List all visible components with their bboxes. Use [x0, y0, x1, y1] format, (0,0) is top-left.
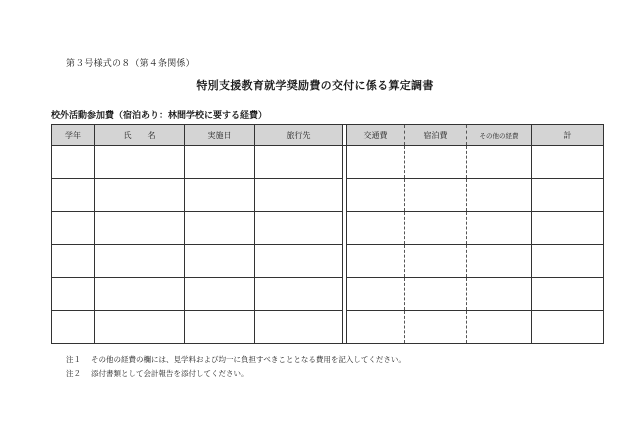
total-cell[interactable]: [532, 179, 604, 212]
table-header-row: [52, 125, 604, 146]
document-title: 特別支援教育就学奨励費の交付に係る算定調書: [196, 79, 434, 92]
name-cell[interactable]: [95, 245, 185, 278]
transport-cell[interactable]: [347, 146, 405, 179]
note-1-text: その他の経費の欄には、見学料および均一に負担すべきこととなる費用を記入してください。: [91, 355, 406, 364]
transport-cell[interactable]: [347, 311, 405, 344]
name-cell[interactable]: [95, 212, 185, 245]
table-row: [52, 179, 604, 212]
total-cell[interactable]: [532, 146, 604, 179]
header-date: 実施日: [185, 125, 255, 146]
grade-cell[interactable]: [52, 311, 95, 344]
header-total: 計: [532, 125, 604, 146]
lodging-cell[interactable]: [405, 278, 467, 311]
note-2-text: 添付書類として会計報告を添付してください。: [91, 369, 249, 378]
header-name: 氏 名: [95, 125, 185, 146]
lodging-cell[interactable]: [405, 146, 467, 179]
table-row: [52, 311, 604, 344]
note-1: [66, 354, 406, 365]
table-row: [52, 245, 604, 278]
grade-cell[interactable]: [52, 146, 95, 179]
other-expenses-cell[interactable]: [467, 146, 532, 179]
name-cell[interactable]: [95, 179, 185, 212]
destination-cell[interactable]: [255, 179, 343, 212]
transport-cell[interactable]: [347, 179, 405, 212]
lodging-cell[interactable]: [405, 212, 467, 245]
destination-cell[interactable]: [255, 245, 343, 278]
transport-cell[interactable]: [347, 245, 405, 278]
destination-cell[interactable]: [255, 311, 343, 344]
name-cell[interactable]: [95, 278, 185, 311]
total-cell[interactable]: [532, 311, 604, 344]
date-cell[interactable]: [185, 146, 255, 179]
note-1-label: 注１: [66, 355, 81, 364]
note-2: [66, 368, 249, 379]
note-2-label: 注２: [66, 369, 81, 378]
date-cell[interactable]: [185, 212, 255, 245]
header-other-expenses: その他の経費: [467, 125, 532, 146]
table-row: [52, 212, 604, 245]
date-cell[interactable]: [185, 278, 255, 311]
header-grade: 学年: [52, 125, 95, 146]
calculation-table: [51, 124, 604, 344]
other-expenses-cell[interactable]: [467, 179, 532, 212]
table-body: [52, 146, 604, 344]
transport-cell[interactable]: [347, 278, 405, 311]
total-cell[interactable]: [532, 245, 604, 278]
destination-cell[interactable]: [255, 278, 343, 311]
grade-cell[interactable]: [52, 278, 95, 311]
destination-cell[interactable]: [255, 146, 343, 179]
header-destination: 旅行先: [255, 125, 343, 146]
section-heading: 校外活動参加費（宿泊あり：林間学校に要する経費）: [51, 111, 268, 121]
date-cell[interactable]: [185, 311, 255, 344]
other-expenses-cell[interactable]: [467, 311, 532, 344]
total-cell[interactable]: [532, 212, 604, 245]
lodging-cell[interactable]: [405, 245, 467, 278]
lodging-cell[interactable]: [405, 179, 467, 212]
header-transport: 交通費: [347, 125, 405, 146]
date-cell[interactable]: [185, 245, 255, 278]
table-row: [52, 278, 604, 311]
lodging-cell[interactable]: [405, 311, 467, 344]
other-expenses-cell[interactable]: [467, 245, 532, 278]
date-cell[interactable]: [185, 179, 255, 212]
header-lodging: 宿泊費: [405, 125, 467, 146]
grade-cell[interactable]: [52, 179, 95, 212]
other-expenses-cell[interactable]: [467, 278, 532, 311]
other-expenses-cell[interactable]: [467, 212, 532, 245]
grade-cell[interactable]: [52, 245, 95, 278]
name-cell[interactable]: [95, 311, 185, 344]
grade-cell[interactable]: [52, 212, 95, 245]
total-cell[interactable]: [532, 278, 604, 311]
table-row: [52, 146, 604, 179]
transport-cell[interactable]: [347, 212, 405, 245]
name-cell[interactable]: [95, 146, 185, 179]
destination-cell[interactable]: [255, 212, 343, 245]
form-number: 第３号様式の８（第４条関係）: [66, 59, 195, 69]
